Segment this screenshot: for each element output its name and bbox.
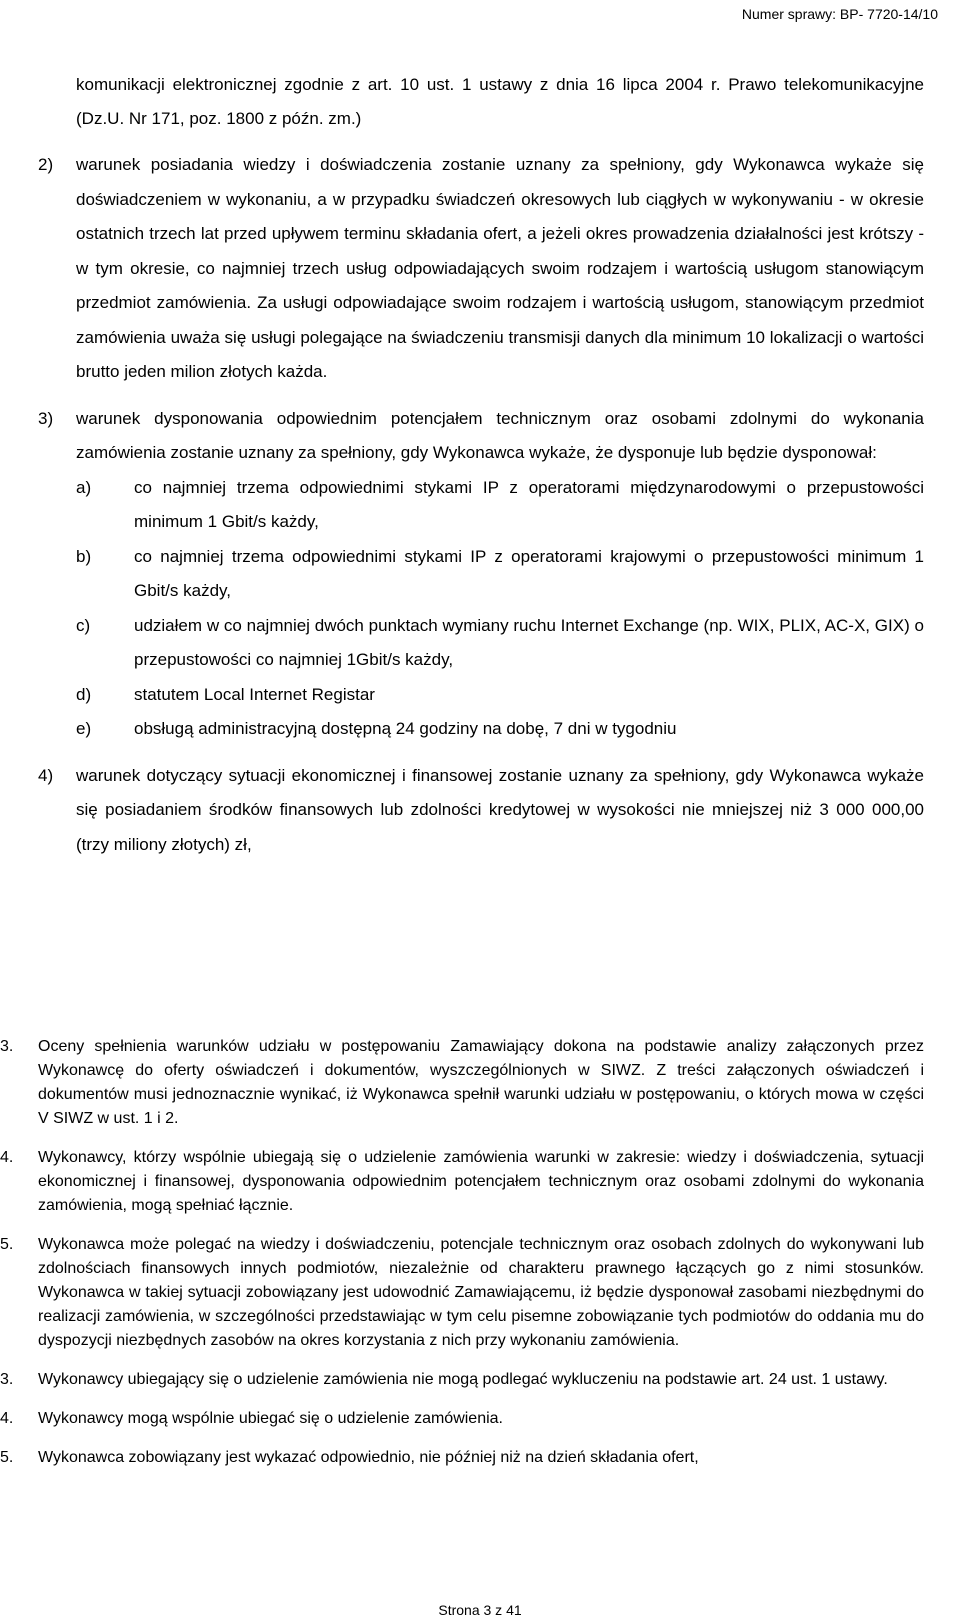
- sub-item-text: co najmniej trzema odpowiednimi stykami IP z operatorami międzynarodowymi o przepustowości minimum 1 Gbit/s każdy,: [134, 477, 924, 531]
- section-number: 5.: [0, 1236, 14, 1253]
- section-item: [0, 1233, 924, 1353]
- section-number: 5.: [0, 1449, 14, 1466]
- condition-item: [38, 402, 924, 747]
- condition-number: 3): [38, 408, 54, 428]
- sub-item-text: obsługą administracyjną dostępną 24 godziny na dobę, 7 dni w tygodniu: [134, 719, 677, 738]
- condition-text: warunek dotyczący sytuacji ekonomicznej i finansowej zostanie uznany za spełniony, gdy Wykonawca wykaże się posiadaniem środków finansowych lub zdolności kredytowej w wysokości nie mniejszej niż 3 000 000,00 (trzy miliony złotych) zł,: [76, 765, 924, 854]
- condition-text: warunek posiadania wiedzy i doświadczenia zostanie uznany za spełniony, gdy Wykonawca wykaże się doświadczeniem w wykonaniu, a w przypadku świadczeń okresowych lub ciągłych w wykonywaniu - w okresie ostatnich trzech lat przed upływem terminu składania ofert, a jeżeli okres prowadzenia działalności jest krótszy - w tym okresie, co najmniej trzech usług odpowiadających swoim rodzajem i wartością usługom stanowiącym przedmiot zamówienia. Za usługi odpowiadające swoim rodzajem i wartością usługom, stanowiącym przedmiot zamówienia uważa się usługi polegające na świadczeniu transmisji danych dla minimum 10 lokalizacji o wartości brutto jeden milion złotych każda.: [76, 155, 924, 381]
- section-item: [0, 1368, 924, 1392]
- condition-item: [38, 759, 924, 863]
- conditions-block: [38, 68, 924, 862]
- section-text: Wykonawca może polegać na wiedzy i doświadczeniu, potencjale technicznym oraz osobach zdolnych do wykonywani lub zdolnościach finansowych innych podmiotów, niezależnie od charakteru prawnego łączących go z nimi stosunków. Wykonawca w takiej sytuacji zobowiązany jest udowodnić Zamawiającemu, iż będzie dysponował zasobami niezbędnymi do realizacji zamówienia, w szczególności przedstawiając w tym celu pisemne zobowiązanie tych podmiotów do oddania mu do dyspozycji niezbędnych zasobów na okres korzystania z nich przy wykonaniu zamówienia.: [38, 1236, 924, 1349]
- sub-item-text: statutem Local Internet Registar: [134, 684, 375, 704]
- sub-item: [76, 540, 924, 609]
- case-number-header: Numer sprawy: BP- 7720-14/10: [741, 6, 938, 22]
- condition-number: 2): [38, 155, 54, 174]
- sub-item: [76, 712, 924, 747]
- condition-text: warunek dysponowania odpowiednim potencjałem technicznym oraz osobami zdolnymi do wykonania zamówienia zostanie uznany za spełniony, gdy Wykonawca wykaże, że dysponuje lub będzie dysponował:: [76, 408, 924, 462]
- section-text: Oceny spełnienia warunków udziału w postępowaniu Zamawiający dokona na podstawie analizy załączonych przez Wykonawcę do oferty oświadczeń i dokumentów, wyszczególnionych w SIWZ. Z treści załączonych oświadczeń i dokumentów musi jednoznacznie wynikać, iż Wykonawca spełnił warunki udziału w postępowaniu, o których mowa w części V SIWZ w ust. 1 i 2.: [38, 1038, 924, 1127]
- sub-item-letter: d): [76, 684, 92, 704]
- sub-item: [76, 678, 924, 713]
- condition-item: [38, 148, 924, 390]
- condition-number: 4): [38, 765, 54, 785]
- sub-item: [76, 471, 924, 540]
- intro-paragraph: komunikacji elektronicznej zgodnie z art. 10 ust. 1 ustawy z dnia 16 lipca 2004 r. Prawo telekomunikacyjne (Dz.U. Nr 171, poz. 1800 z późn. zm.): [76, 75, 924, 128]
- section-item: [0, 1146, 924, 1218]
- section-item: [0, 1035, 924, 1131]
- sub-item-letter: c): [76, 615, 91, 635]
- section-text: Wykonawcy mogą wspólnie ubiegać się o udzielenie zamówienia.: [38, 1410, 503, 1427]
- sub-item-letter: e): [76, 719, 92, 738]
- section-item: [0, 1407, 924, 1431]
- section-number: 4.: [0, 1149, 14, 1166]
- section-number: 3.: [0, 1038, 14, 1055]
- section-number: 4.: [0, 1410, 14, 1427]
- sub-item-text: udziałem w co najmniej dwóch punktach wymiany ruchu Internet Exchange (np. WIX, PLIX, AC-X, GIX) o przepustowości co najmniej 1Gbit/s każdy,: [134, 615, 924, 669]
- sub-item-letter: b): [76, 546, 92, 566]
- section-item: [0, 1446, 924, 1470]
- numbered-sections: [0, 1035, 924, 1485]
- section-text: Wykonawcy, którzy wspólnie ubiegają się o udzielenie zamówienia warunki w zakresie: wiedzy i doświadczenia, sytuacji ekonomicznej i finansowej, dysponowania odpowiednim potencjałem technicznym oraz osobami zdolnymi do wykonania zamówienia, mogą spełniać łącznie.: [38, 1149, 924, 1214]
- sub-item-text: co najmniej trzema odpowiednimi stykami IP z operatorami krajowymi o przepustowości minimum 1 Gbit/s każdy,: [134, 546, 924, 600]
- section-number: 3.: [0, 1371, 14, 1388]
- section-text: Wykonawcy ubiegający się o udzielenie zamówienia nie mogą podlegać wykluczeniu na podstawie art. 24 ust. 1 ustawy.: [38, 1371, 888, 1388]
- sub-item-letter: a): [76, 477, 92, 497]
- section-text: Wykonawca zobowiązany jest wykazać odpowiednio, nie później niż na dzień składania ofert,: [38, 1449, 699, 1466]
- sub-item: [76, 609, 924, 678]
- page-footer: Strona 3 z 41: [438, 1602, 522, 1618]
